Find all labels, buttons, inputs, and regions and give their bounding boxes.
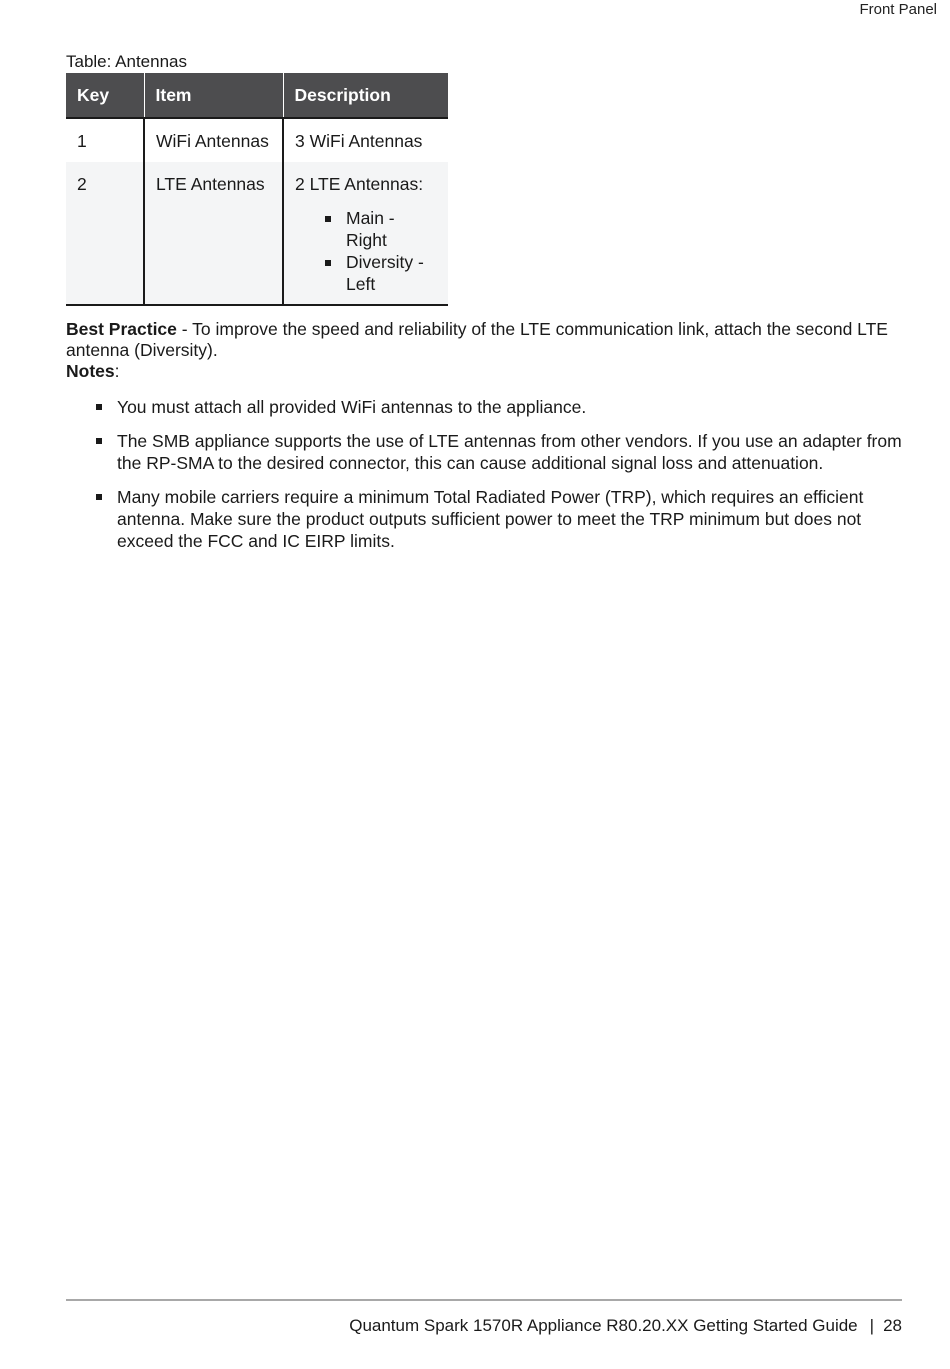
cell-description-text: 2 LTE Antennas: <box>295 174 424 194</box>
column-header-description: Description <box>283 73 448 118</box>
antennas-table <box>66 73 448 306</box>
sub-list-item: Diversity - Left <box>335 251 440 295</box>
description-sub-list <box>295 207 440 295</box>
footer-divider <box>66 1299 902 1301</box>
square-bullet-icon <box>96 404 102 410</box>
best-practice-text: - To improve the speed and reliability of the LTE communication link, attach the second LTE antenna (Diversity). <box>66 319 888 360</box>
column-header-key: Key <box>66 73 144 118</box>
cell-key: 1 <box>66 118 144 162</box>
guide-title: Quantum Spark 1570R Appliance R80.20.XX Getting Started Guide <box>349 1316 858 1335</box>
cell-item: WiFi Antennas <box>144 118 283 162</box>
table-row <box>66 118 448 162</box>
square-bullet-icon <box>96 438 102 444</box>
note-item <box>66 430 908 474</box>
note-text: The SMB appliance supports the use of LTE antennas from other vendors. If you use an adapter from the RP-SMA to the desired connector, this can cause additional signal loss and attenuation. <box>117 431 902 473</box>
cell-description <box>283 162 448 305</box>
note-item <box>66 486 908 552</box>
notes-label-suffix: : <box>114 361 120 381</box>
sub-list-item: Main - Right <box>335 207 440 251</box>
notes-label: Notes <box>66 361 115 381</box>
footer-separator: | <box>869 1316 875 1335</box>
table-row <box>66 162 448 305</box>
column-header-item: Item <box>144 73 283 118</box>
notes-heading <box>66 361 120 382</box>
page-footer <box>349 1316 902 1336</box>
cell-key: 2 <box>66 162 144 305</box>
table-caption: Table: Antennas <box>66 52 187 71</box>
note-text: You must attach all provided WiFi antennas to the appliance. <box>117 397 587 417</box>
cell-item: LTE Antennas <box>144 162 283 305</box>
best-practice-label: Best Practice <box>66 319 177 339</box>
page-number: 28 <box>883 1316 902 1335</box>
cell-description: 3 WiFi Antennas <box>283 118 448 162</box>
note-item <box>66 396 908 418</box>
best-practice-paragraph <box>66 319 906 361</box>
notes-list <box>66 396 908 564</box>
table-header-row <box>66 73 448 118</box>
note-text: Many mobile carriers require a minimum Total Radiated Power (TRP), which requires an efficient antenna. Make sure the product outputs sufficient power to meet the TRP minimum but does not exceed the FCC and IC EIRP limits. <box>117 487 864 551</box>
running-header: Front Panel <box>859 1 937 18</box>
square-bullet-icon <box>96 494 102 500</box>
